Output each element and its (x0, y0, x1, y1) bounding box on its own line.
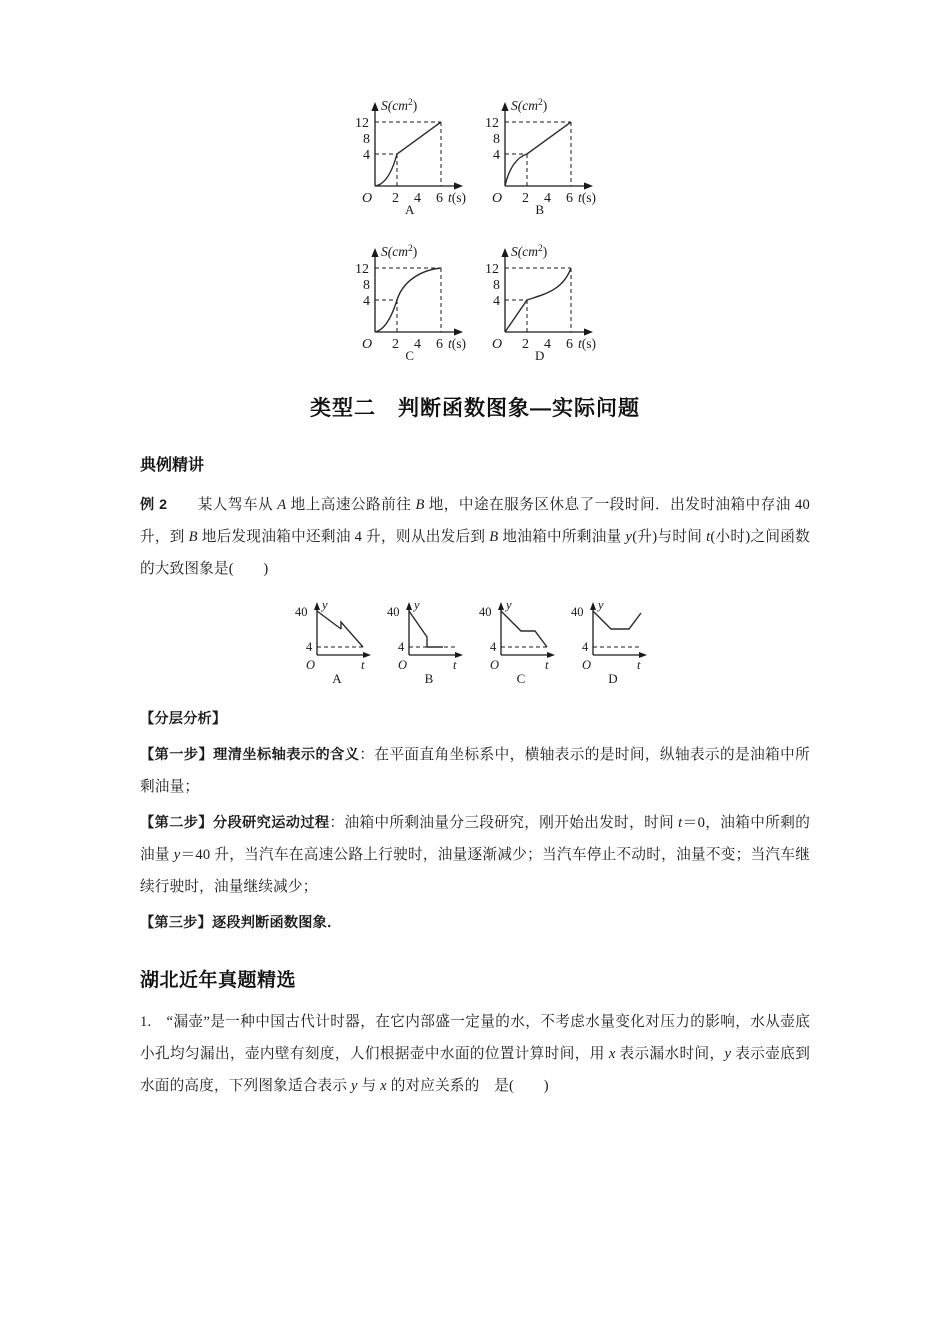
example-text-a: 某人驾车从 (197, 497, 278, 513)
graph-A-xtick-2: 2 (392, 191, 399, 206)
graph-C-xlabel-unit: (s) (451, 336, 467, 351)
analysis-step2-text-a: ：油箱中所剩油量分三段研究，刚开始出发时，时间 (329, 815, 679, 831)
graph-D-xtick-4: 4 (544, 337, 551, 352)
exam-q1-var-x2: x (380, 1078, 387, 1094)
graph-B-xtick-4: 4 (544, 191, 551, 206)
analysis-step1-text: ：在平面直角坐标系中，横轴表示的是时间，纵轴表示的是油箱中所剩油量； (140, 747, 810, 795)
graph-A-ylabel-close: ) (412, 98, 418, 113)
example-var-B: B (415, 497, 425, 513)
exam-q1-var-y: y (724, 1046, 732, 1062)
graph-C-ylabel-sup: 2 (408, 244, 413, 254)
graph-mid-C-tick-40: 40 (479, 605, 492, 619)
graph-C-ytick-12: 12 (355, 262, 369, 277)
graph-C-xtick-4: 4 (414, 337, 421, 352)
figure-group-mid (140, 585, 810, 691)
exam-q1-number: 1. (140, 1014, 152, 1030)
analysis-step2-var-t: t (678, 815, 683, 831)
analysis-heading (140, 703, 810, 735)
example-var-B2: B (188, 529, 198, 545)
figure-mid-panel-B (383, 595, 475, 687)
graph-D-origin: O (492, 337, 503, 352)
figure-mid-panel-C (475, 595, 567, 687)
figure-mid-panel-D (567, 595, 659, 687)
graph-C-xtick-6: 6 (436, 337, 443, 352)
graph-B-xtick-2: 2 (522, 191, 529, 206)
graph-B-xtick-6: 6 (566, 191, 573, 206)
figure-panel-D-label: D (535, 348, 545, 363)
graph-B-origin: O (492, 191, 503, 206)
figure-row-top-1 (140, 88, 810, 218)
subheading-example: 典例精讲 (140, 457, 205, 474)
graph-C-xlabel-var: t (448, 336, 452, 351)
graph-B-ytick-12: 12 (485, 116, 499, 131)
svg-text:t(s) (448, 190, 466, 205)
exam-q1-var-x: x (608, 1046, 616, 1062)
graph-mid-D-tick-4: 4 (582, 640, 589, 654)
graph-D-ytick-8: 8 (493, 278, 500, 293)
svg-text:S(cm2) (381, 244, 417, 259)
example-number: 例 2 (140, 497, 168, 513)
graph-A-ytick-12: 12 (355, 116, 369, 131)
graph-A-origin: O (362, 191, 373, 206)
graph-mid-D-tick-40: 40 (571, 605, 584, 619)
analysis-step-3 (140, 907, 810, 939)
graph-A-xlabel-var: t (448, 190, 452, 205)
example-text-f: (升)与时间 (632, 529, 707, 545)
graph-C-origin: O (362, 337, 373, 352)
figure-panel-B-label: B (535, 202, 545, 217)
example-text-d: 地后发现油箱中还剩油 4 升，则从出发后到 (197, 529, 490, 545)
exam-q1-var-y2: y (350, 1078, 358, 1094)
svg-text:S(cm2) (511, 98, 547, 113)
graph-mid-C-svg (475, 595, 567, 673)
graph-mid-B-svg (383, 595, 475, 673)
figure-row-mid (140, 595, 810, 687)
figure-panel-C (345, 234, 475, 364)
exam-q1-text-c: 表示壶底到水面的高度，下列图象适合表示 (140, 1046, 810, 1094)
graph-mid-A-tick-40: 40 (295, 605, 308, 619)
figure-panel-A (345, 88, 475, 218)
graph-mid-D-xlabel: t (637, 658, 641, 672)
graph-A-ytick-4: 4 (363, 148, 370, 163)
exam-q1-text-e: 的对应关系的 是( ) (386, 1078, 549, 1094)
page-title: 类型二 判断函数图象—实际问题 (310, 397, 640, 420)
example-paragraph (140, 489, 810, 585)
graph-A-ytick-8: 8 (363, 132, 370, 147)
figure-mid-panel-B-label: B (424, 671, 434, 686)
graph-mid-B-tick-40: 40 (387, 605, 400, 619)
figure-panel-B (475, 88, 605, 218)
example-var-t: t (706, 529, 711, 545)
example-text-e: 地油箱中所剩油量 (498, 529, 626, 545)
example-text-g: (小时)之间函数的大致图象是( ) (140, 529, 810, 577)
graph-mid-A-ylabel: y (322, 598, 328, 612)
analysis-step2-text-c: ＝40 升，当汽车在高速公路上行驶时，油量逐渐减少；当汽车停止不动时，油量不变；当汽车继续行驶时，油量继续减少； (140, 847, 811, 895)
figure-mid-panel-C-label: C (516, 671, 526, 686)
graph-D-ytick-12: 12 (485, 262, 499, 277)
figure-panel-C-label: C (405, 348, 415, 363)
graph-mid-C-ylabel: y (506, 598, 512, 612)
graph-B-xlabel-var: t (578, 190, 582, 205)
graph-D-svg (475, 234, 605, 352)
analysis-step2-label: 【第二步】分段研究运动过程 (140, 815, 330, 831)
graph-C-ytick-4: 4 (363, 294, 370, 309)
section-heading-exam: 湖北近年真题精选 (140, 970, 297, 991)
graph-B-ylabel: S(cm (511, 98, 538, 113)
example-var-B3: B (489, 529, 499, 545)
graph-D-ylabel-close: ) (542, 244, 548, 259)
example-var-y: y (625, 529, 633, 545)
graph-mid-C-origin: O (490, 658, 500, 672)
figure-panel-D (475, 234, 605, 364)
svg-text:S(cm2) (511, 244, 547, 259)
graph-C-ytick-8: 8 (363, 278, 370, 293)
graph-A-ylabel-sup: 2 (408, 98, 413, 108)
graph-D-xtick-6: 6 (566, 337, 573, 352)
graph-mid-B-ylabel: y (414, 598, 420, 612)
analysis-step3-label: 【第三步】逐段判断函数图象． (140, 915, 342, 931)
analysis-step-2 (140, 807, 810, 903)
graph-B-xlabel-unit: (s) (581, 190, 597, 205)
figure-mid-panel-D-label: D (608, 671, 618, 686)
graph-D-xlabel-var: t (578, 336, 582, 351)
figure-group-top (140, 0, 810, 364)
graph-C-xtick-2: 2 (392, 337, 399, 352)
figure-mid-panel-A-label: A (332, 671, 342, 686)
graph-C-svg (345, 234, 475, 352)
graph-B-ylabel-sup: 2 (538, 98, 543, 108)
graph-mid-B-xlabel: t (453, 658, 457, 672)
analysis-step1-label: 【第一步】理清坐标轴表示的含义 (140, 747, 360, 763)
graph-A-ylabel: S(cm (381, 98, 408, 113)
exam-q1-text-d: 与 (357, 1078, 381, 1094)
svg-text:S(cm2) (381, 98, 417, 113)
graph-A-svg (345, 88, 475, 206)
graph-D-ylabel: S(cm (511, 244, 538, 259)
svg-text:t(s) (578, 336, 596, 351)
graph-B-svg (475, 88, 605, 206)
graph-mid-A-origin: O (306, 658, 316, 672)
graph-D-xlabel-unit: (s) (581, 336, 597, 351)
exam-question-1 (140, 1006, 810, 1102)
svg-text:t(s) (448, 336, 466, 351)
graph-B-ytick-4: 4 (493, 148, 500, 163)
graph-mid-B-tick-4: 4 (398, 640, 405, 654)
graph-mid-D-ylabel: y (598, 598, 604, 612)
graph-mid-A-tick-4: 4 (306, 640, 313, 654)
figure-panel-A-label: A (405, 202, 415, 217)
graph-C-ylabel: S(cm (381, 244, 408, 259)
graph-mid-B-origin: O (398, 658, 408, 672)
svg-text:t(s) (578, 190, 596, 205)
example-var-A: A (277, 497, 287, 513)
analysis-step2-var-y: y (173, 847, 181, 863)
graph-mid-D-origin: O (582, 658, 592, 672)
graph-B-ytick-8: 8 (493, 132, 500, 147)
analysis-step2-text-b: ＝0，油箱中所剩的油量 (140, 815, 810, 863)
exam-q1-text-b: 表示漏水时间， (615, 1046, 725, 1062)
graph-C-ylabel-close: ) (412, 244, 418, 259)
graph-B-ylabel-close: ) (542, 98, 548, 113)
graph-A-xlabel-unit: (s) (451, 190, 467, 205)
graph-D-ytick-4: 4 (493, 294, 500, 309)
analysis-heading-text: 【分层分析】 (140, 711, 227, 727)
graph-mid-C-xlabel: t (545, 658, 549, 672)
exam-q1-text-a: “漏壶”是一种中国古代计时器，在它内部盛一定量的水，不考虑水量变化对压力的影响，水从壶底小孔均匀漏出，壶内壁有刻度，人们根据壶中水面的位置计算时间，用 (140, 1014, 810, 1062)
graph-D-xtick-2: 2 (522, 337, 529, 352)
example-text-c: 地，中途在服务区休息了一段时间．出发时油箱中存油 40 升，到 (140, 497, 810, 545)
graph-D-ylabel-sup: 2 (538, 244, 543, 254)
figure-mid-panel-A (291, 595, 383, 687)
example-text-b: 地上高速公路前往 (286, 497, 416, 513)
graph-A-xtick-6: 6 (436, 191, 443, 206)
graph-mid-A-xlabel: t (361, 658, 365, 672)
analysis-step-1 (140, 739, 810, 803)
graph-A-xtick-4: 4 (414, 191, 421, 206)
graph-mid-A-svg (291, 595, 383, 673)
graph-mid-D-svg (567, 595, 659, 673)
graph-mid-C-tick-4: 4 (490, 640, 497, 654)
figure-row-top-2 (140, 234, 810, 364)
